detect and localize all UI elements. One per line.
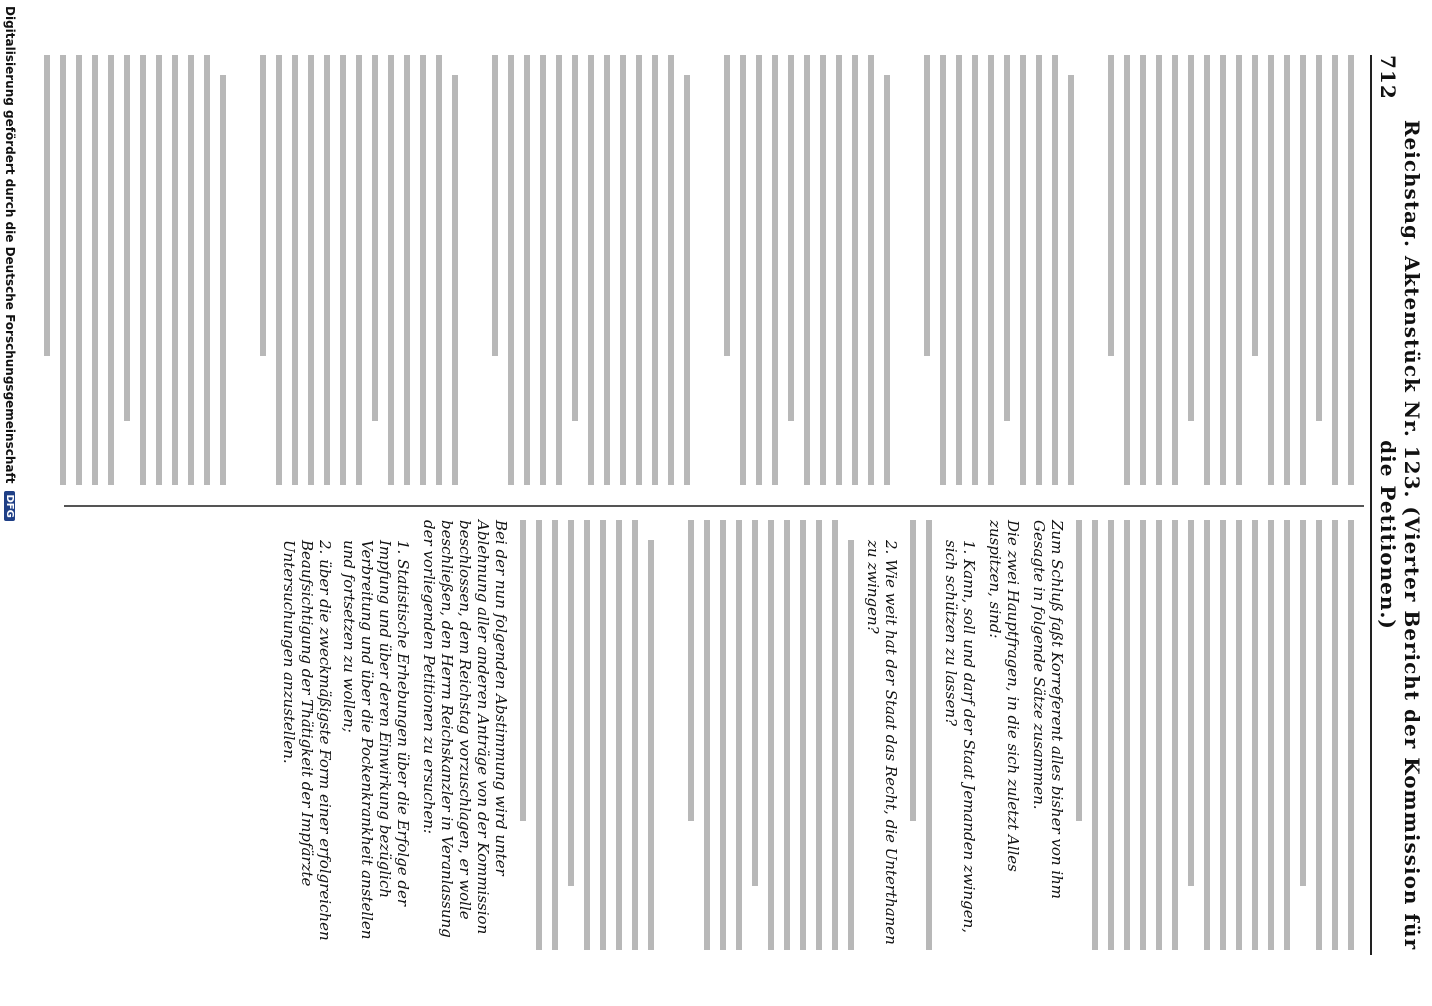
text-line	[1348, 520, 1354, 950]
text-line	[1172, 520, 1178, 950]
text-line	[784, 520, 790, 950]
text-line	[388, 55, 394, 485]
text-line	[600, 520, 606, 950]
text-line	[204, 55, 210, 485]
text-line	[652, 55, 658, 485]
text-line	[926, 520, 932, 950]
text-line	[524, 55, 530, 485]
text-line	[1188, 55, 1194, 421]
text-line	[340, 55, 346, 485]
text-line	[1108, 520, 1114, 950]
text-line	[736, 520, 742, 950]
text-line	[620, 55, 626, 485]
running-header	[1376, 55, 1424, 955]
text-line	[1204, 55, 1210, 485]
text-line	[820, 55, 826, 485]
text-line	[1052, 55, 1058, 485]
text-line	[92, 55, 98, 485]
motion-item-1: 1. Statistische Erhebungen über die Erfolge der Impfung und über deren Einwirkung bezüglich Verbreitung und über die Pockenkrankheit anstellen und fortsetzen zu wollen;	[340, 540, 412, 940]
text-line	[1268, 520, 1274, 950]
dfg-logo: DFG	[5, 491, 16, 520]
text-line	[1204, 520, 1210, 950]
text-line	[616, 520, 622, 950]
text-line	[1316, 55, 1322, 421]
question-1: 1. Kann, soll und darf der Staat Jemanden zwingen, sich schützen zu lassen?	[942, 540, 978, 934]
text-line	[836, 55, 842, 485]
text-line	[588, 55, 594, 485]
text-line	[276, 55, 282, 485]
text-line	[816, 520, 822, 950]
text-line	[156, 55, 162, 485]
text-line	[1108, 55, 1114, 356]
text-line	[540, 55, 546, 485]
text-line	[684, 75, 690, 485]
text-line	[1124, 55, 1130, 485]
text-line	[260, 55, 266, 356]
text-line	[1252, 55, 1258, 356]
text-line	[1188, 520, 1194, 886]
text-line	[572, 55, 578, 421]
text-line	[956, 55, 962, 485]
text-line	[1236, 55, 1242, 485]
text-line	[552, 520, 558, 950]
text-line	[884, 75, 890, 485]
text-line	[1300, 520, 1306, 886]
text-line	[740, 55, 746, 485]
text-line	[1004, 55, 1010, 421]
page-number: 712	[1376, 55, 1400, 100]
digitization-footer	[2, 0, 18, 1006]
conclusion-heading: Zum Schluß faßt Korreferent alles bisher von ihm Gesagte in folgende Sätze zusammen.	[1030, 520, 1066, 900]
text-line	[1348, 55, 1354, 485]
text-line	[1300, 55, 1306, 485]
text-line	[1284, 520, 1290, 950]
text-line	[1332, 55, 1338, 485]
text-line	[804, 55, 810, 485]
text-line	[108, 55, 114, 485]
text-line	[220, 75, 226, 485]
text-line	[1124, 520, 1130, 950]
text-line	[756, 55, 762, 485]
text-line	[1156, 520, 1162, 950]
text-line	[788, 55, 794, 421]
text-line	[492, 55, 498, 356]
text-line	[172, 55, 178, 485]
text-line	[420, 55, 426, 485]
text-line	[404, 55, 410, 485]
text-line	[940, 55, 946, 485]
header-rule	[1370, 55, 1372, 955]
text-line	[636, 55, 642, 485]
text-line	[76, 55, 82, 485]
text-line	[536, 520, 542, 950]
text-line	[436, 55, 442, 485]
motion-item-2: 2. über die zweckmäßigste Form einer erfolgreichen Beaufsichtigung der Thätigkeit der Impfärzte Untersuchungen anzustellen.	[280, 540, 334, 941]
text-line	[924, 55, 930, 356]
text-line	[772, 55, 778, 485]
text-line	[1156, 55, 1162, 485]
text-line	[632, 520, 638, 950]
text-line	[1140, 520, 1146, 950]
right-column	[274, 520, 1364, 950]
text-line	[988, 55, 994, 485]
text-line	[910, 520, 916, 821]
text-line	[140, 55, 146, 485]
text-line	[768, 520, 774, 950]
text-line	[868, 55, 874, 485]
text-line	[44, 55, 50, 356]
text-line	[1332, 520, 1338, 950]
text-line	[832, 520, 838, 950]
text-line	[356, 55, 362, 485]
text-line	[1036, 55, 1042, 485]
text-line	[520, 520, 526, 821]
text-line	[584, 520, 590, 950]
text-line	[1284, 55, 1290, 485]
text-line	[1236, 520, 1242, 950]
text-line	[292, 55, 298, 485]
text-line	[688, 520, 694, 821]
text-line	[1268, 55, 1274, 485]
text-line	[648, 540, 654, 950]
text-line	[508, 55, 514, 485]
text-line	[724, 55, 730, 356]
text-line	[720, 520, 726, 950]
text-line	[60, 55, 66, 485]
text-line	[604, 55, 610, 485]
column-divider	[64, 505, 1364, 507]
text-line	[972, 55, 978, 485]
header-title: Reichstag. Aktenstück Nr. 123. (Vierter Bericht der Kommission für die Petitionen.)	[1376, 119, 1424, 951]
text-line	[556, 55, 562, 485]
text-line	[1020, 55, 1026, 485]
left-column	[34, 55, 1364, 485]
text-line	[1068, 75, 1074, 485]
motion-intro: Bei der nun folgenden Abstimmung wird unter Ablehnung aller anderen Anträge von der Kommission beschlossen, dem Reichstag vorzuschlagen, er wolle beschließen, den Herrn Reichskanzler in Veranlassung der vorliegenden Petitionen zu ersuchen:	[420, 520, 510, 938]
text-line	[308, 55, 314, 485]
question-2: 2. Wie weit hat der Staat das Recht, die Unterthanen zu zwingen?	[864, 540, 900, 945]
text-line	[1140, 55, 1146, 485]
text-line	[1220, 520, 1226, 950]
text-line	[568, 520, 574, 886]
text-line	[1220, 55, 1226, 485]
text-line	[1172, 55, 1178, 485]
text-line	[1252, 520, 1258, 950]
text-line	[372, 55, 378, 421]
text-line	[852, 55, 858, 485]
text-line	[324, 55, 330, 485]
text-line	[188, 55, 194, 485]
text-line	[668, 55, 674, 485]
question-intro: Die zwei Hauptfragen, in die sich zuletzt Alles zuspitzen, sind:	[986, 520, 1022, 872]
footer-credit: Digitalisierung gefördert durch die Deutsche Forschungsgemeinschaft	[3, 6, 17, 484]
text-line	[1076, 520, 1082, 821]
text-line	[452, 75, 458, 485]
text-line	[1316, 520, 1322, 950]
text-line	[704, 520, 710, 950]
text-line	[848, 540, 854, 950]
text-line	[124, 55, 130, 421]
text-line	[1092, 520, 1098, 950]
text-line	[752, 520, 758, 886]
text-line	[800, 520, 806, 950]
